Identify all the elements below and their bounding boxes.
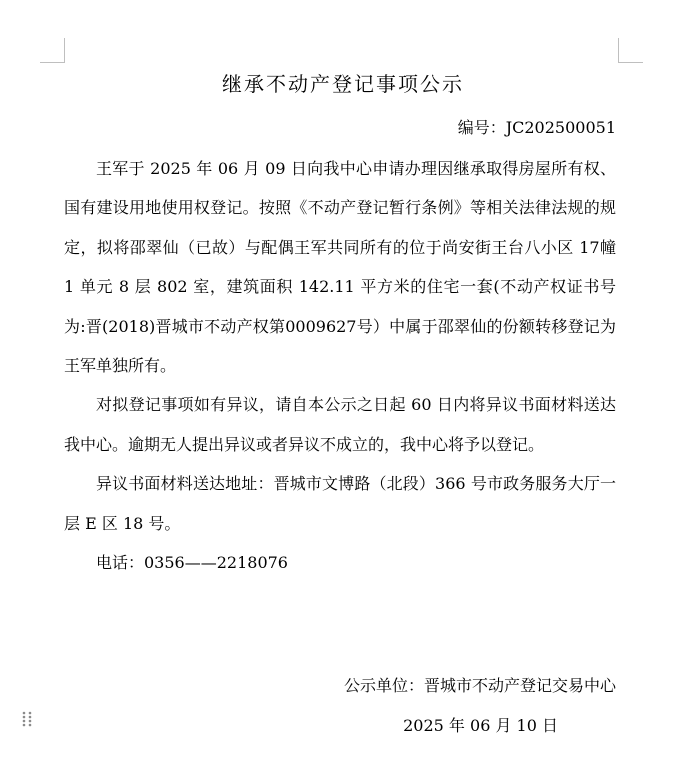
paragraph-application: 王军于 2025 年 06 月 09 日向我中心申请办理因继承取得房屋所有权、国有建设用地使用权登记。按照《不动产登记暂行条例》等相关法律法规的规定，拟将邵翠仙（已故）与配偶王军共同所有的位于尚安街王台八小区 17幢 1 单元 8 层 802 室，建筑面积 142.11 平方米的住宅一套(不动产权证书号为:晋(2018)晋城市不动产权第0009627号）中属于邵翠仙的份额转移登记为王军单独所有。 (64, 159, 616, 376)
document-title: 继承不动产登记事项公示 (222, 72, 464, 96)
issue-date: 2025 年 06 月 10 日 (403, 716, 558, 735)
paragraph-objection: 对拟登记事项如有异议，请自本公示之日起 60 日内将异议书面材料送达我中心。逾期无人提出异议或者异议不成立的，我中心将予以登记。 (64, 395, 616, 454)
drag-handle-icon[interactable] (22, 711, 32, 727)
paragraph-phone: 电话：0356——2218076 (96, 553, 288, 573)
document-body (64, 149, 616, 582)
paragraph-address: 异议书面材料送达地址：晋城市文博路（北段）366 号市政务服务大厅一层 E 区 18 号。 (64, 474, 616, 533)
crop-mark-top-right (618, 38, 643, 63)
issuer-unit: 公示单位：晋城市不动产登记交易中心 (343, 676, 616, 695)
crop-mark-top-left (40, 38, 65, 63)
document-number: 编号：JC202500051 (457, 118, 616, 137)
